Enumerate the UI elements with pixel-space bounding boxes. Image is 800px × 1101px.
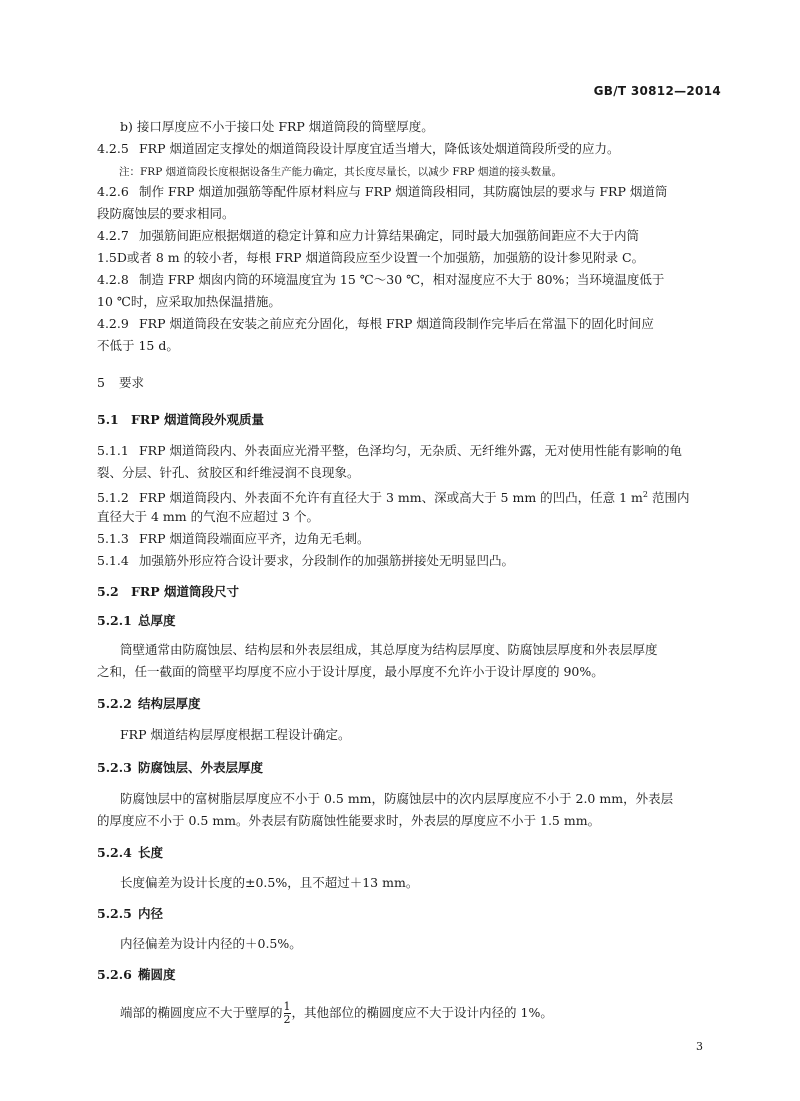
clause-text: 加强筋间距应根据烟道的稳定计算和应力计算结果确定，同时最大加强筋间距应不大于内筒 — [139, 228, 640, 243]
heading-5-2-4 — [97, 845, 163, 861]
fraction-numerator: 1 — [283, 1000, 291, 1013]
clause-4-2-8 — [97, 272, 664, 288]
clause-5-1-3 — [97, 531, 369, 547]
standard-number: GB/T 30812—2014 — [593, 84, 721, 98]
paragraph-text-end: ，其他部位的椭圆度应不大于设计内径的 1%。 — [291, 1005, 553, 1020]
clause-number: 5.1.2 — [97, 490, 129, 505]
heading-5-2-3 — [97, 760, 263, 776]
paragraph — [120, 1001, 553, 1026]
clause-text: FRP 烟道筒段内、外表面不允许有直径大于 3 mm、深或高大于 5 mm 的凹凸，任意 1 m — [139, 490, 643, 505]
clause-number: 5.1.1 — [97, 443, 129, 458]
superscript: 2 — [642, 490, 649, 499]
clause-number: 5.1.3 — [97, 531, 129, 546]
clause-text: 制造 FRP 烟囱内筒的环境温度宜为 15 ℃～30 ℃，相对湿度应不大于 80%；当环境温度低于 — [139, 272, 665, 287]
clause-4-2-6 — [97, 184, 667, 200]
heading-title: 总厚度 — [138, 613, 176, 628]
heading-title: 内径 — [138, 906, 164, 921]
fraction — [284, 1001, 291, 1026]
clause-5-1-1 — [97, 443, 682, 459]
clause-number: 5.1.4 — [97, 553, 129, 568]
paragraph-cont: 之和，任一截面的筒壁平均厚度不应小于设计厚度，最小厚度不允许小于设计厚度的 90%。 — [97, 664, 604, 679]
clause-5-1-2-cont: 直径大于 4 mm 的气泡不应超过 3 个。 — [97, 509, 319, 524]
heading-title: 防腐蚀层、外表层厚度 — [138, 760, 264, 775]
heading-title: 长度 — [138, 845, 164, 860]
clause-text: 制作 FRP 烟道加强筋等配件原材料应与 FRP 烟道筒段相同，其防腐蚀层的要求与 FRP 烟道筒 — [139, 184, 668, 199]
heading-5-2-2 — [97, 696, 201, 712]
paragraph: 筒壁通常由防腐蚀层、结构层和外表层组成，其总厚度为结构层厚度、防腐蚀层厚度和外表层厚度 — [120, 642, 658, 657]
heading-title: 结构层厚度 — [138, 696, 201, 711]
heading-number: 5.2.6 — [97, 967, 132, 982]
clause-number: 4.2.5 — [97, 141, 129, 156]
paragraph: 长度偏差为设计长度的±0.5%，且不超过＋13 mm。 — [120, 875, 419, 890]
clause-text: FRP 烟道筒段在安装之前应充分固化，每根 FRP 烟道筒段制作完毕后在常温下的固化时间应 — [139, 316, 654, 331]
clause-text: FRP 烟道筒段端面应平齐，边角无毛刺。 — [139, 531, 370, 546]
clause-number: 4.2.6 — [97, 184, 129, 199]
fraction-denominator: 2 — [283, 1013, 291, 1026]
clause-text: FRP 烟道固定支撑处的烟道筒段设计厚度宜适当增大，降低该处烟道筒段所受的应力。 — [139, 141, 620, 156]
clause-4-2-5 — [97, 141, 619, 157]
paragraph-text: 端部的椭圆度应不大于壁厚的 — [120, 1005, 283, 1020]
heading-title: 椭圆度 — [138, 967, 176, 982]
heading-number: 5.2.4 — [97, 845, 132, 860]
heading-title: FRP 烟道筒段尺寸 — [131, 584, 240, 599]
heading-5-1 — [97, 412, 264, 428]
note: 注：FRP 烟道筒段长度根据设备生产能力确定，其长度尽量长，以减少 FRP 烟道的接头数量。 — [119, 166, 563, 178]
heading-number: 5 — [97, 375, 105, 390]
paragraph: 防腐蚀层中的富树脂层厚度应不小于 0.5 mm，防腐蚀层中的次内层厚度应不小于 2.0 mm，外表层 — [120, 791, 674, 806]
clause-4-2-9-cont: 不低于 15 d。 — [97, 338, 179, 353]
heading-number: 5.2.2 — [97, 696, 132, 711]
clause-text: FRP 烟道筒段内、外表面应光滑平整，色泽均匀，无杂质、无纤维外露，无对使用性能有影响的龟 — [139, 443, 682, 458]
heading-5 — [97, 375, 144, 391]
clause-4-2-7 — [97, 228, 639, 244]
page-number: 3 — [696, 1040, 703, 1053]
heading-5-2-6 — [97, 967, 176, 983]
clause-4-2-7-cont: 1.5D或者 8 m 的较小者，每根 FRP 烟道筒段应至少设置一个加强筋，加强筋的设计参见附录 C。 — [97, 250, 645, 265]
heading-number: 5.2.1 — [97, 613, 132, 628]
clause-5-1-2 — [97, 487, 690, 506]
heading-number: 5.2.5 — [97, 906, 132, 921]
heading-number: 5.2.3 — [97, 760, 132, 775]
clause-5-1-1-cont: 裂、分层、针孔、贫胶区和纤维浸润不良现象。 — [97, 465, 360, 480]
paragraph-cont: 的厚度应不小于 0.5 mm。外表层有防腐蚀性能要求时，外表层的厚度应不小于 1.5 mm。 — [97, 813, 601, 828]
clause-number: 4.2.7 — [97, 228, 129, 243]
clause-number: 4.2.9 — [97, 316, 129, 331]
clause-4-2-9 — [97, 316, 654, 332]
heading-title: 要求 — [119, 375, 145, 390]
heading-title: FRP 烟道筒段外观质量 — [131, 412, 265, 427]
clause-5-1-4 — [97, 553, 514, 569]
clause-text: 加强筋外形应符合设计要求，分段制作的加强筋拼接处无明显凹凸。 — [139, 553, 515, 568]
heading-number: 5.2 — [97, 584, 119, 599]
clause-4-2-6-cont: 段防腐蚀层的要求相同。 — [97, 206, 235, 221]
heading-number: 5.1 — [97, 412, 119, 427]
clause-text-end: 范围内 — [648, 490, 690, 505]
clause-b: b) 接口厚度应不小于接口处 FRP 烟道筒段的筒壁厚度。 — [120, 119, 434, 134]
heading-5-2-1 — [97, 613, 176, 629]
heading-5-2 — [97, 584, 239, 600]
heading-5-2-5 — [97, 906, 163, 922]
clause-number: 4.2.8 — [97, 272, 129, 287]
paragraph: FRP 烟道结构层厚度根据工程设计确定。 — [120, 727, 351, 742]
paragraph: 内径偏差为设计内径的＋0.5%。 — [120, 936, 302, 951]
clause-4-2-8-cont: 10 ℃时，应采取加热保温措施。 — [97, 294, 281, 309]
